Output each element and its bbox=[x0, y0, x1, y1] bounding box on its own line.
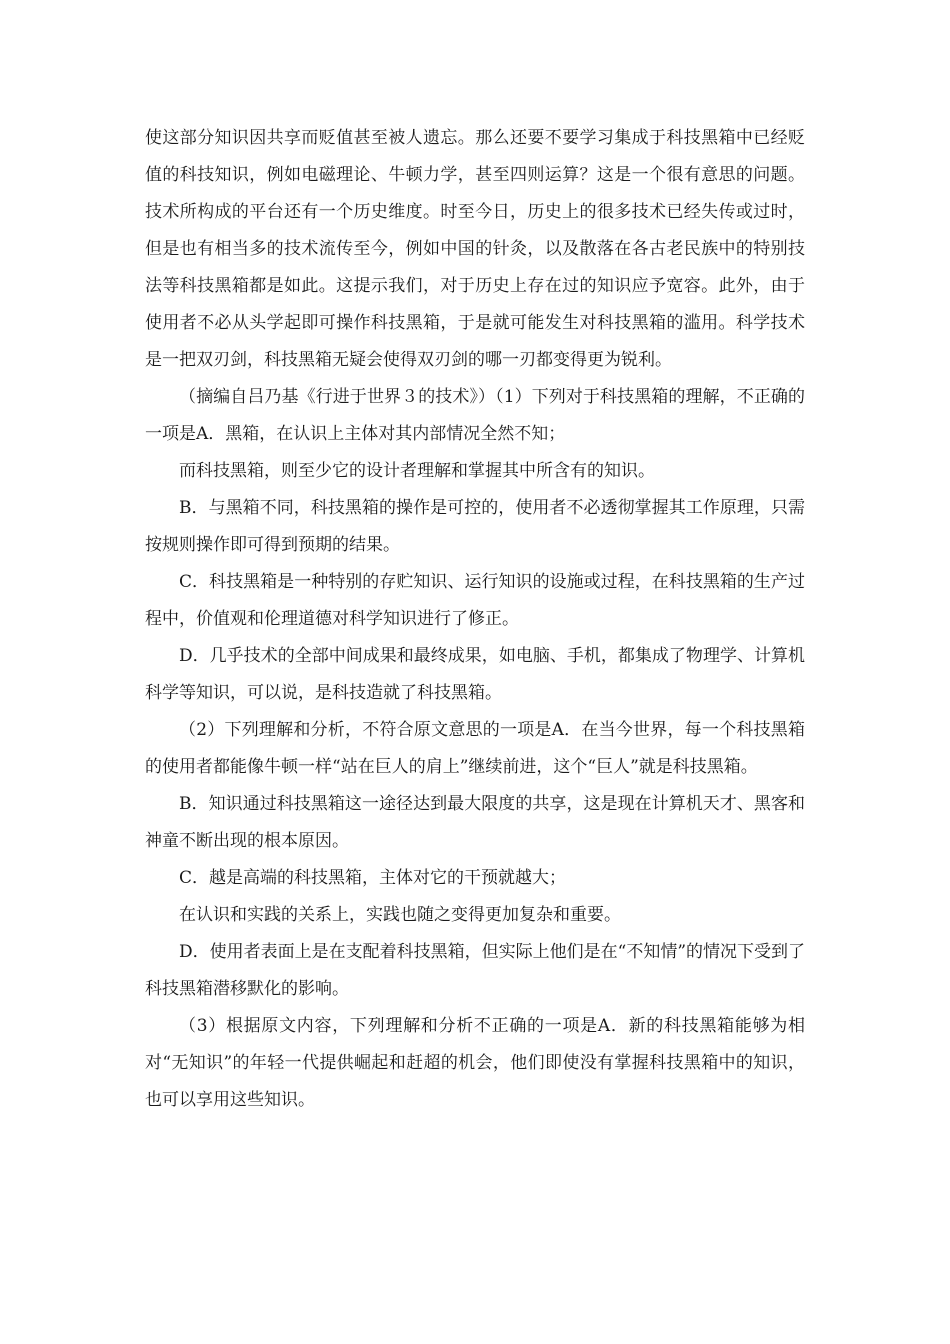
paragraph-8: B．知识通过科技黑箱这一途径达到最大限度的共享，这是现在计算机天才、黑客和神童不断出现的根本原因。 bbox=[145, 794, 805, 851]
paragraph-7: （2）下列理解和分析，不符合原文意思的一项是A．在当今世界，每一个科技黑箱的使用者都能像牛顿一样“站在巨人的肩上”继续前进，这个“巨人”就是科技黑箱。 bbox=[145, 720, 805, 777]
paragraph-2: （摘编自吕乃基《行进于世界３的技术》）（1）下列对于科技黑箱的理解，不正确的一项是A．黑箱，在认识上主体对其内部情况全然不知； bbox=[145, 387, 805, 444]
paragraph-5: C．科技黑箱是一种特别的存贮知识、运行知识的设施或过程，在科技黑箱的生产过程中，价值观和伦理道德对科学知识进行了修正。 bbox=[145, 572, 805, 629]
document-page bbox=[145, 120, 805, 1119]
paragraph-10: 在认识和实践的关系上，实践也随之变得更加复杂和重要。 bbox=[179, 905, 621, 925]
paragraph-1: 使这部分知识因共享而贬值甚至被人遗忘。那么还要不要学习集成于科技黑箱中已经贬值的科技知识，例如电磁理论、牛顿力学，甚至四则运算？这是一个很有意思的问题。技术所构成的平台还有一个历史维度。时至今日，历史上的很多技术已经失传或过时，但是也有相当多的技术流传至今，例如中国的针灸，以及散落在各古老民族中的特别技法等科技黑箱都是如此。这提示我们，对于历史上存在过的知识应予宽容。此外，由于使用者不必从头学起即可操作科技黑箱，于是就可能发生对科技黑箱的滥用。科学技术是一把双刃剑，科技黑箱无疑会使得双刃剑的哪一刃都变得更为锐利。 bbox=[145, 128, 805, 370]
paragraph-9: C．越是高端的科技黑箱，主体对它的干预就越大； bbox=[179, 868, 567, 888]
paragraph-6: D．几乎技术的全部中间成果和最终成果，如电脑、手机，都集成了物理学、计算机科学等知识，可以说，是科技造就了科技黑箱。 bbox=[145, 646, 805, 703]
paragraph-4: B．与黑箱不同，科技黑箱的操作是可控的，使用者不必透彻掌握其工作原理，只需按规则操作即可得到预期的结果。 bbox=[145, 498, 805, 555]
paragraph-3: 而科技黑箱，则至少它的设计者理解和掌握其中所含有的知识。 bbox=[179, 461, 655, 481]
paragraph-11: D．使用者表面上是在支配着科技黑箱，但实际上他们是在“不知情”的情况下受到了科技黑箱潜移默化的影响。 bbox=[145, 942, 806, 999]
paragraph-12: （3）根据原文内容，下列理解和分析不正确的一项是A．新的科技黑箱能够为相对“无知识”的年轻一代提供崛起和赶超的机会，他们即使没有掌握科技黑箱中的知识，也可以享用这些知识。 bbox=[145, 1016, 805, 1110]
